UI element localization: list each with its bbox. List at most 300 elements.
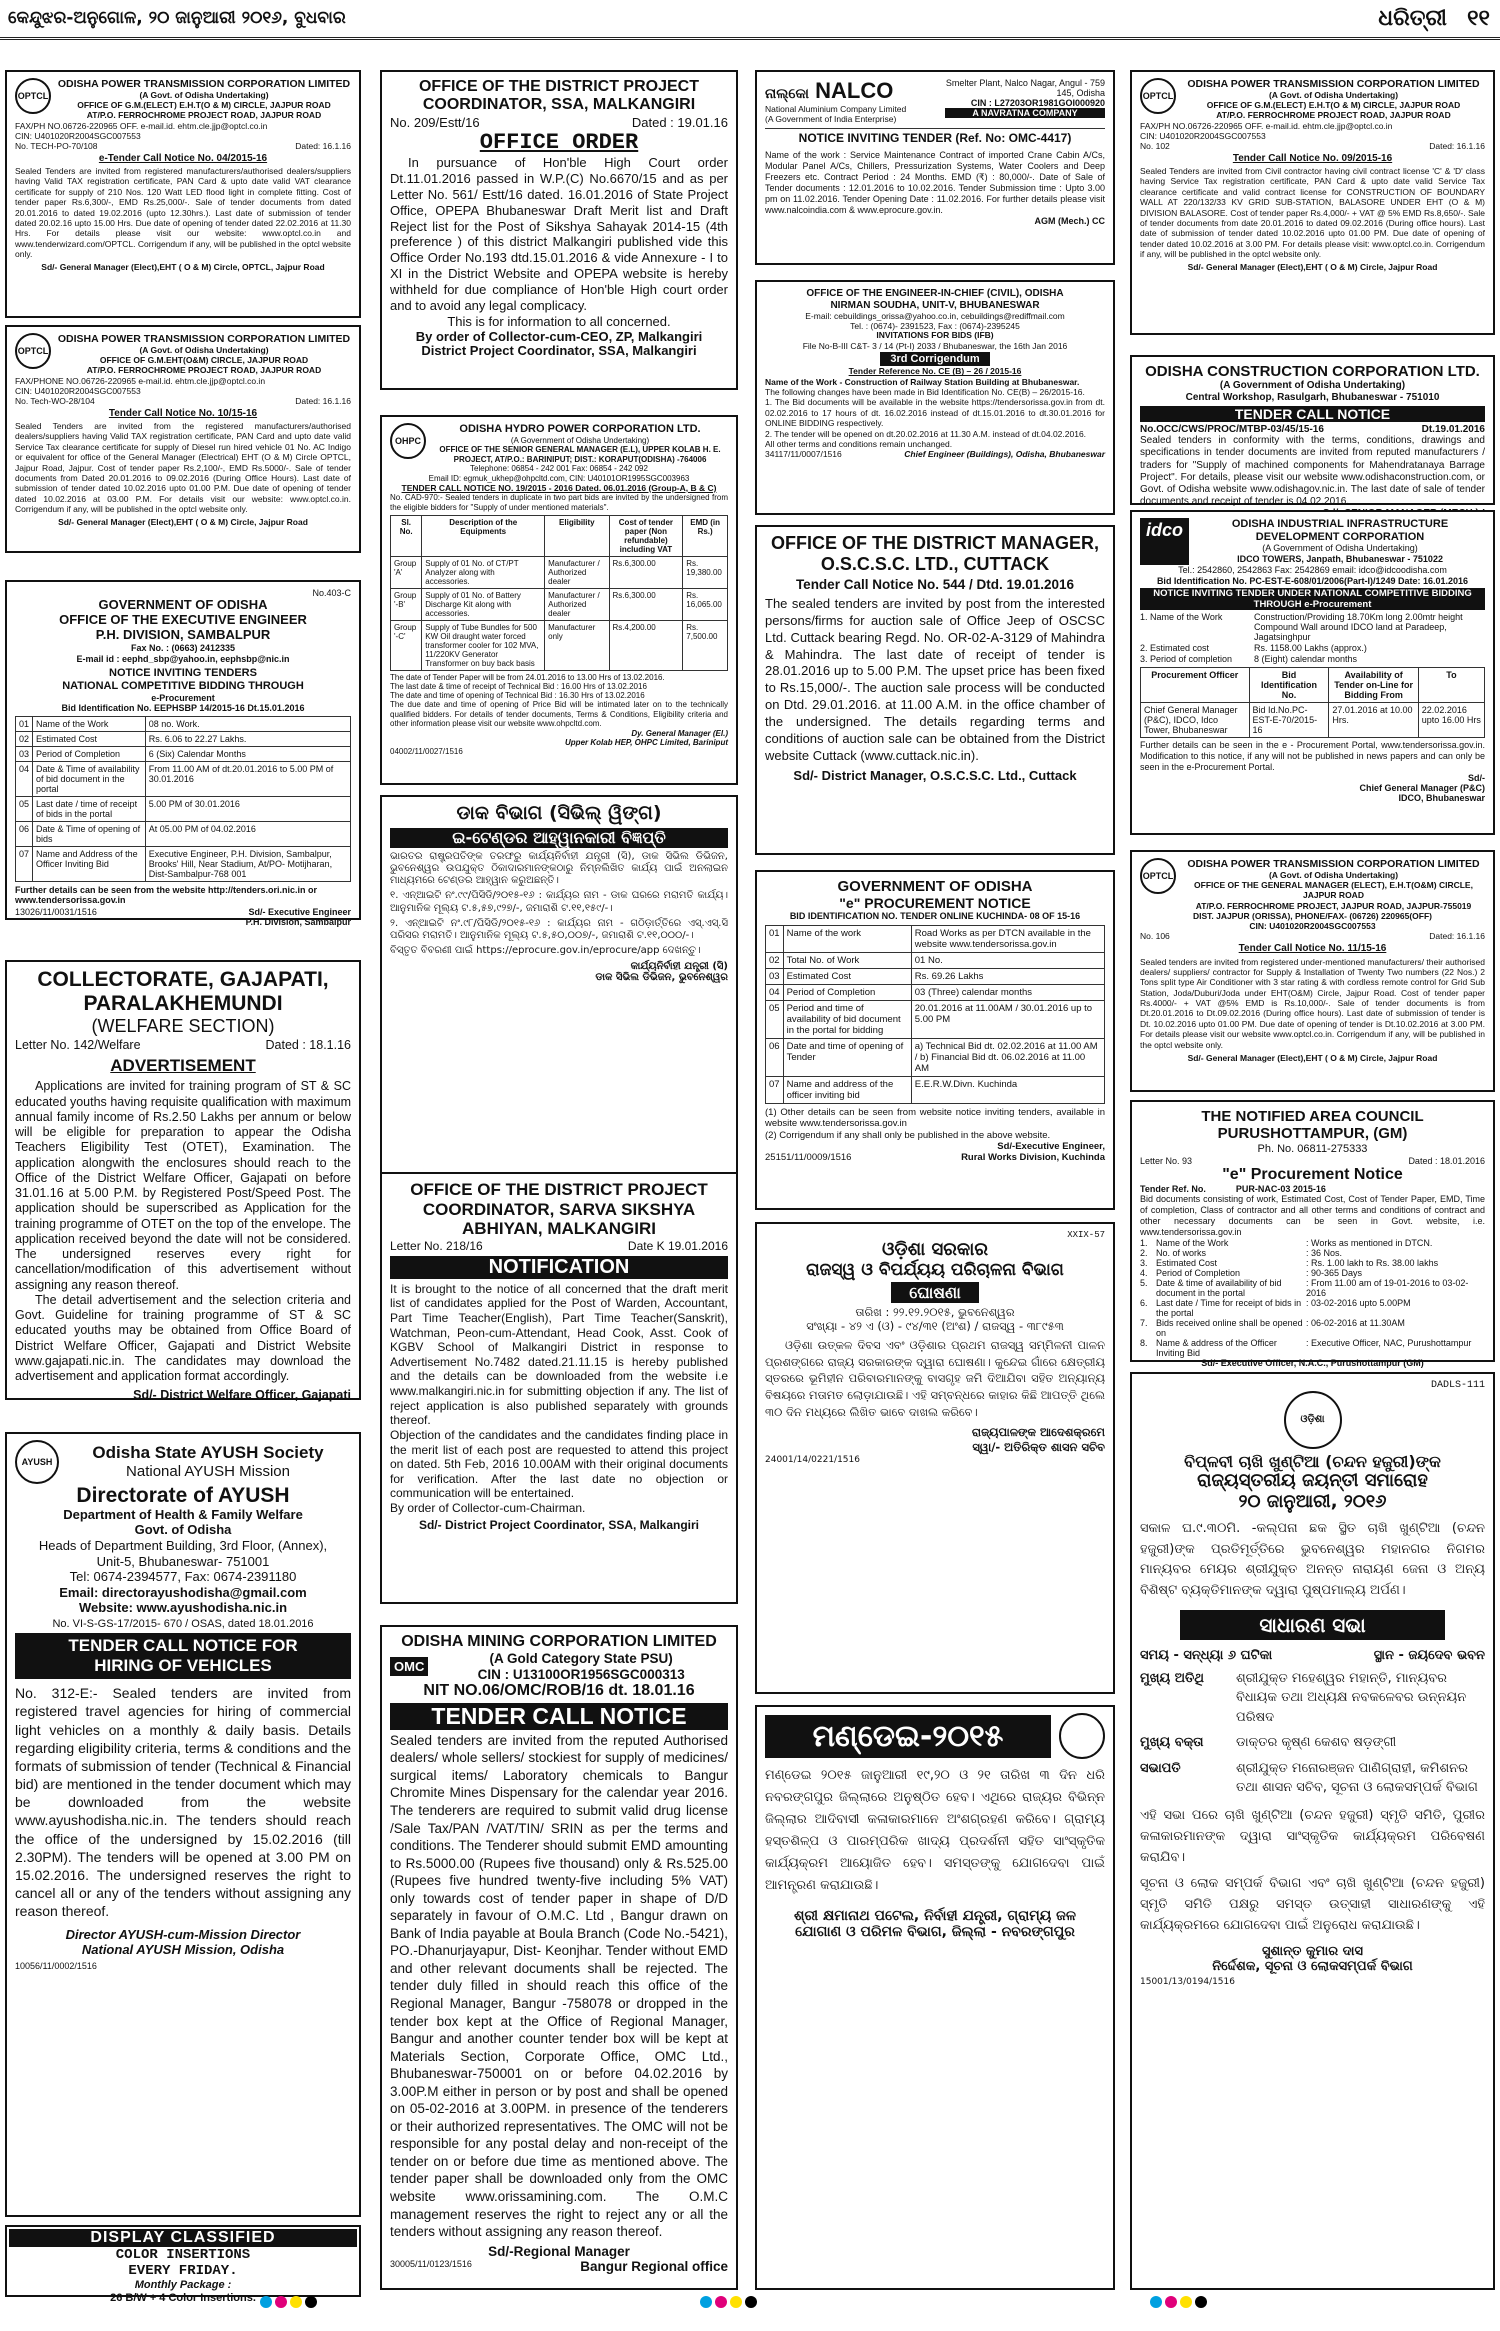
table-cell: 06 (766, 1038, 784, 1076)
list-item (1140, 1268, 1485, 1278)
address-line: AT/P.O. FERROCHROME PROJECT ROAD, JAJPUR ROAD (86, 110, 322, 121)
table-cell: Last date / time of receipt of bids in the portal (33, 797, 146, 822)
optcl-logo-icon: OPTCL (1140, 78, 1176, 114)
table-cell: E.E.R.W.Divn. Kuchinda (911, 1076, 1104, 1103)
cin-line: CIN: U401020R2004SGC007553 (1140, 130, 1266, 141)
masthead-dateline: କେନ୍ଦୁଝର-ଅନୁଗୋଳ, ୨୦ ଜାନୁଆରୀ ୨୦୧୬, ବୁଧବାର (8, 8, 346, 28)
column-header: EMD (in Rs.) (683, 515, 728, 556)
masthead (0, 0, 1500, 40)
govt-line: (A Govt. of Odisha Undertaking) (139, 345, 269, 356)
file-line: File No-B-III C&T- 3 / 14 (Pt-I) 2033 / Bhubaneswar, the 16th Jan 2016 (802, 341, 1068, 352)
list-cell: Period of Completion (1156, 1267, 1241, 1278)
list-item (1140, 1248, 1485, 1258)
signature-mark: Sd/- (1468, 773, 1485, 784)
work-value: Construction/Providing 18.70Km long 2.00mtr height Compound Wall around IDCO land at Paradeep, Jagatsinghpur (1254, 612, 1463, 643)
nit-line: NIT NO.06/OMC/ROB/16 dt. 18.01.16 (423, 1682, 695, 1700)
ad-ayush-tender (5, 1432, 361, 2217)
ad-idco-nit (1130, 510, 1495, 835)
table-cell: 05 (16, 797, 33, 822)
period-value: 8 (Eight) calendar months (1254, 654, 1358, 665)
meeting-place: ସ୍ଥାନ - ଜୟଦେବ ଭବନ (1373, 1647, 1485, 1663)
signature-office: Bangur Regional office (580, 2258, 728, 2274)
address-line: AT/P.O. FERROCHROME PROJECT ROAD, JAJPUR ROAD (86, 365, 322, 376)
table-cell: Group 'A' (391, 556, 422, 588)
notice-title: Tender Call Notice No. 10/15-16 (108, 407, 258, 419)
ad-optcl-tender-09 (1130, 70, 1495, 335)
ad-revenue-declaration (755, 1222, 1115, 1694)
signature-title: Dy. General Manager (El.) (631, 729, 728, 739)
table-row (766, 968, 1105, 984)
table-cell: 6 (Six) Calendar Months (145, 747, 350, 762)
paragraph-2: The detail advertisement and the selection criteria and Govt. Guideline for training programme of ST & SC educated youths may be obtained from Office Board of District Welfare Officer, Gajapati and District Website www.gajapati.nic.in. The candidates may download the advertisement and application format accordingly. (15, 1292, 351, 1384)
paragraph-1: It is brought to the notice of all concerned that the draft merit list of candidates applied for the Post of Warden, Accountant, Part Time Teacher(English), Part Time Teacher(Sanskrit), Watchman, Peon-cum-Attendant, Head Cook, Asst. Cook of KGBV School of Malkangiri District in response to Advertisement No.7482 dated.21.11.15 is hereby published and the details can be downloaded from the website i.e www.malkangiri.nic.in for submitting objection if any. The list of reject application is also published separately with grounds thereof. (390, 1281, 728, 1428)
invitation: ସୂଚନା ଓ ଲୋକ ସମ୍ପର୍କ ବିଭାଗ ଏବଂ ଚାଖି ଖୁଣ୍ଟିଆ (ଚନ୍ଦନ ହଜୁରୀ) ସ୍ମୃତି ସମିତି ପକ୍ଷରୁ ସମସ୍ତ ଉତ୍ସାହୀ ସାଧାରଣଙ୍କୁ ଏହି କାର୍ଯ୍ୟକ୍ରମରେ ଯୋଗଦେବା ପାଇଁ ଅନୁରୋଧ କରାଯାଉଛି। (1140, 1876, 1485, 1933)
ayush-logo-icon: AYUSH (15, 1440, 59, 1484)
table-cell: 02 (766, 952, 784, 968)
signature-name: ସୁଶାନ୍ତ କୁମାର ଦାସ (1262, 1943, 1363, 1959)
optcl-logo-icon: OPTCL (1140, 858, 1176, 894)
govt-line: (A Government of Odisha Undertaking) (1219, 380, 1406, 392)
ad-display-classified (5, 2225, 361, 2304)
odisha-emblem-icon (1284, 1391, 1342, 1449)
signature: Chief Engineer (Buildings), Odisha, Bhubaneswar (904, 449, 1105, 460)
ad-collectorate-gajapati (5, 960, 361, 1403)
cost-value: Rs. 1158.00 Lakhs (approx.) (1254, 643, 1367, 654)
bid-id: Bid Identification No. PC-EST-E-608/01/2006(Part-I)/1249 Date: 16.01.2016 (1156, 575, 1469, 586)
table-cell: Executive Engineer, P.H. Division, Sambalpur, Brooks' Hill, Near Stadium, At/PO- Motijharan, Dist-Sambalpur-768 001 (145, 847, 350, 882)
list-item (1140, 1318, 1485, 1338)
heading-banner: ଇ-ଟେଣ୍ଡର ଆହ୍ୱାନକାରୀ ବିଜ୍ଞପ୍ତି (390, 828, 728, 848)
company-name: National Aluminium Company Limited (765, 104, 907, 114)
declaration-body: ଓଡ଼ିଶା ଉତ୍କଳ ଦିବସ ଏବଂ ଓଡ଼ିଶାର ପ୍ରଥମ ରାଜସ୍ୱ ସମ୍ମିଳନୀ ପାଳନ ପ୍ରଶଙ୍ଗରେ ରାଜ୍ୟ ସରକାରଙ୍କ ଦ୍ୱାରା ଘୋଷଣା। କୁନ୍ଦେଇ ଗାଁରେ କ୍ଷେତ୍ରୀୟ ସ୍ତରରେ ଭୂମିହୀନ ପରିବାରମାନଙ୍କୁ ବାସଗୃହ ଜମି ଦିଆଯିବା ସହିତ ଅନ୍ୟାନ୍ୟ ବିଷୟରେ ମତାମତ ଲୋଡ଼ାଯାଉଛି। ଏହି ସମ୍ବନ୍ଧରେ କାହାର କିଛି ଆପତ୍ତି ଥିଲେ ୩୦ ଦିନ ମଧ୍ୟରେ ଲିଖିତ ଭାବେ ଦାଖଲ କରିବେ। (765, 1337, 1105, 1419)
table-cell: 06 (16, 822, 33, 847)
paragraph-2: Objection of the candidates and the candidates finding place in the merit list of each post are requested to attend this project on dated. 5th Feb, 2016 10.00AM with their original documents for verification. After the last date no objection or communication will be entertained. (390, 1427, 728, 1501)
mission-name: National AYUSH Mission (126, 1462, 290, 1480)
table-cell: 01 (16, 717, 33, 732)
letter-no: Letter No. 142/Welfare (15, 1037, 141, 1052)
notice-body: Name of the work : Service Maintenance Contract of imported Crane Cabin A/Cs, Modular Panel A/Cs, Chillers, Pressurization Systems, Water Coolers and Deep Freezers etc. Contract Period : 24 Months. EMD (₹) : 80,000/-. Date of Sale of Tender documents : 12.01.2016 to 10.02.2016. Tender Submission time : Upto 3.00 pm on 11.02.2016. Tender Opening Date : 11.02.2016. For further details please visit www.nalcoindia.com & www.eprocure.gov.in. (765, 149, 1105, 215)
category-line: (A Gold Category State PSU) (489, 1651, 673, 1667)
list-item: The last date & time of receipt of Technical Bid : 16.00 Hrs of 13.02.2016 (390, 681, 647, 691)
list-cell: No. of works (1156, 1247, 1207, 1258)
intro: Bid documents consisting of work, Estimated Cost, Cost of Tender Paper, EMD, Time of completion, Class of contractor and all other terms and conditions of contract and other necessary documents can be seen in Govt. website, i.e. www.tendersorissa.gov.in (1140, 1194, 1485, 1237)
table-cell: Period of Completion (33, 747, 146, 762)
nit-banner: NOTICE INVITING TENDER UNDER NATIONAL COMPETITIVE BIDDING THROUGH e-Procurement (1140, 588, 1485, 610)
org-name: ODISHA POWER TRANSMISSION CORPORATION LIMITED (1187, 858, 1480, 870)
festival-emblem-icon (1059, 1713, 1105, 1759)
ad-oscsc-auction (755, 525, 1115, 855)
date: Dated : 19.01.16 (631, 114, 728, 130)
notice-title: NOTICE INVITING TENDER (Ref. No: OMC-4417) (765, 128, 1105, 146)
list-cell: 7. (1140, 1317, 1148, 1328)
nit-title: NOTICE INVITING TENDERS (109, 667, 257, 680)
ad-reference: 34117/11/0007/1516 (765, 449, 842, 460)
title-line-2: ରାଜ୍ୟସ୍ତରୀୟ ଜୟନ୍ତୀ ସମାରୋହ (1197, 1470, 1428, 1492)
signature: Sd/- Executive Officer, N.A.C., Purushottampur (GM) (1201, 1357, 1424, 1368)
list-cell: : 36 Nos. (1306, 1247, 1343, 1258)
address-line-2: Unit-5, Bhubaneswar- 751001 (96, 1553, 270, 1569)
govt-line: (A Government of Odisha Undertaking) (1262, 543, 1418, 554)
fax-line: Fax No. : (0663) 2412335 (130, 642, 236, 653)
list-cell: 1. (1140, 1237, 1148, 1248)
list-item (1140, 1278, 1485, 1298)
festival-banner: ମଣ୍ଡେଇ-୨୦୧୫ (765, 1715, 1051, 1758)
contact-line: Tel.: 2542860, 2542863 Fax: 2542869 email: idco@idcoodisha.com (1178, 564, 1447, 575)
date: Date K 19.01.2016 (627, 1238, 728, 1253)
table-cell: From 11.00 AM of dt.20.01.2016 to 5.00 PM of 30.01.2016 (145, 762, 350, 797)
optcl-logo-icon: OPTCL (15, 78, 51, 114)
table-row (16, 822, 351, 847)
classified-line-4: Monthly Package : (134, 2279, 232, 2292)
ad-chakhi-khuntia-jayanti (1130, 1372, 1495, 2290)
ad-number: No.403-C (312, 588, 351, 598)
table-cell: Rs. 7,500.00 (683, 620, 728, 670)
cin-line: CIN : L27203OR1981GOI000920 (970, 98, 1105, 108)
signature: Sd/- General Manager (Elect),EHT ( O & M) Circle, Jajpur Road (1187, 1052, 1438, 1063)
optcl-logo-icon: OPTCL (15, 333, 51, 369)
title-line-1: COLLECTORATE, GAJAPATI, (37, 968, 329, 991)
table-row (766, 925, 1105, 952)
column-header: Procurement Officer (1141, 668, 1250, 703)
signature-office: Upper Kolab HEP, OHPC Limited, Bariniput (565, 738, 728, 748)
list-cell: Estimated Cost (1156, 1257, 1218, 1268)
org-name: ODISHA POWER TRANSMISSION CORPORATION LIMITED (57, 78, 351, 90)
further-details: Further details can be seen from the website http://tenders.ori.nic.in or www.tendersorissa.gov.in (15, 885, 318, 906)
masthead-brand (1378, 5, 1490, 31)
note-1: (1) Other details can be seen from website notice inviting tenders, available in website www.tendersorissa.gov.in (765, 1106, 1105, 1130)
table-cell: 07 (766, 1076, 784, 1103)
signature: Sd/- District Manager, O.S.C.S.C. Ltd., Cuttack (793, 767, 1077, 783)
table-row (766, 1000, 1105, 1038)
table-row (16, 717, 351, 732)
classified-line-5: 26 B/W + 4 Color Insertions. (110, 2291, 256, 2304)
table-cell: Name and Address of the Officer Inviting Bid (33, 847, 146, 882)
ad-omc-tender (380, 1625, 738, 2290)
date: Dated: 16.1.16 (295, 395, 351, 406)
signature-title: ନିର୍ଦ୍ଦେଶକ, ସୂଚନା ଓ ଲୋକସମ୍ପର୍କ ବିଭାଗ (1212, 1958, 1413, 1974)
list-cell: : From 11.00 am of 19-01-2016 to 03-02-2016 (1306, 1277, 1469, 1298)
ohpc-logo-icon: OHPC (390, 423, 426, 459)
bid-id: BID IDENTIFICATION NO. TENDER ONLINE KUCHINDA- 08 OF 15-16 (789, 911, 1081, 922)
main-speaker-label: ମୁଖ୍ୟ ବକ୍ତା (1140, 1735, 1204, 1751)
table-cell: Rs. 16,065.00 (683, 588, 728, 620)
terms-note: All other terms and conditions remain unchanged. (765, 438, 953, 449)
work-name: Name of the Work - Construction of Railway Station Building at Bhubaneswar. (765, 377, 1080, 388)
table-row (766, 1038, 1105, 1076)
bid-availability-table (1140, 667, 1485, 738)
table-cell: Rs. 69.26 Lakhs (911, 968, 1104, 984)
list-cell: 6. (1140, 1297, 1148, 1308)
note-2: (2) Corrigendum if any shall only be published in the above website. (765, 1129, 1051, 1141)
title-line-1: OFFICE OF THE DISTRICT PROJECT (418, 78, 699, 95)
table-row (16, 747, 351, 762)
ad-nalco-nit (755, 70, 1115, 265)
table-cell: Period of Completion (783, 984, 911, 1000)
phone-line: Ph. No. 06811-275333 (1257, 1142, 1368, 1155)
address-line: IDCO TOWERS, Janpath, Bhubaneswar - 751022 (1237, 554, 1443, 565)
table-cell: At 05.00 PM of 04.02.2016 (145, 822, 350, 847)
classified-line-1: DISPLAY CLASSIFIED (9, 2229, 357, 2247)
ad-reference: 25151/11/0009/1516 (765, 1152, 852, 1164)
council-name: THE NOTIFIED AREA COUNCIL (1201, 1108, 1424, 1125)
order-info: This is for information to all concerned. (447, 313, 671, 329)
chief-guest: ଶ୍ରୀଯୁକ୍ତ ମହେଶ୍ୱର ମହାନ୍ତି, ମାନ୍ୟବର ବିଧାୟକ ତଥା ଅଧ୍ୟକ୍ଷ ନବକଳେବର ଉନ୍ନୟନ ପରିଷଦ (1236, 1670, 1467, 1725)
ad-eic-corrigendum (755, 280, 1115, 515)
event-date: ୨୦ ଜାନୁଆରୀ, ୨୦୧୬ (1238, 1491, 1387, 1513)
table-cell: 03 (Three) calendar months (911, 984, 1104, 1000)
ad-rwd-kuchinda (755, 870, 1115, 1210)
table-cell: Date and time of opening of Tender (783, 1038, 911, 1076)
paragraph-3: By order of Collector-cum-Chairman. (390, 1501, 586, 1516)
signature-office: Rural Works Division, Kuchinda (961, 1152, 1105, 1164)
tender-banner: TENDER CALL NOTICE (1140, 406, 1485, 422)
table-row (16, 847, 351, 882)
signature-order: ରାଜ୍ୟପାଳଙ୍କ ଆଦେଶକ୍ରମେ (971, 1425, 1105, 1440)
bid-id: Bid Identification No. EEPHSBP 14/2015-16 Dt.15.01.2016 (61, 703, 305, 714)
details-list (1140, 1238, 1485, 1358)
ad-ohpc-tender (380, 415, 738, 785)
ad-occ-tender (1130, 355, 1495, 508)
table-cell: Supply of Tube Bundles for 500 KW Oil draught water forced transformer cooler for 102 MVA, 11/220KV Generator Transformer on buy back basis (422, 620, 545, 670)
reference-no: No. TECH-PO-70/108 (15, 140, 98, 151)
fax-line: DIST. JAJPUR (ORISSA), PHONE/FAX- (06726) 220965(OFF) (1192, 910, 1432, 921)
table-row (16, 732, 351, 747)
list-cell: 4. (1140, 1267, 1148, 1278)
notice-body: Sealed tenders are invited from the reputed Authorised dealers/ whole sellers/ stockiest for supply of medicines/ surgical items/ Laboratory chemicals to Bangur Chromite Mines Dispensary for the calendar year 2016. The tenderers are required to submit valid drug license /Sale Tax/PAN /VAT/TIN/ SRIN as per the terms and conditions. The Tenderer should submit EMD amounting to Rs.5000.00 (Rupees five thousand) only & Rs.525.00 (Rupees five hundred twenty-five including 5% VAT) only towards cost of tender paper in shape of D/D separately in favour of O.M.C. Ltd , Bangur drawn on Bank of India payable at Boula Branch (Code No.-5421), PO.-Dhanurjayapur, Dist- Keonjhar. Tender without EMD and other relevant documents shall be rejected. The tender duly filled in should reach this office of the Regional Manager, Bangur -758078 or dropped in the tender box kept at the Office of Regional Manager, Bangur and another counter tender box will be kept at Materials Section, Corporate Office, OMC Ltd., Bhubaneswar-750001 on or before 04.02.2016 by 3.00P.M either in person or by post and shall be opened on 05-02-2016 at 3.00PM. in presence of the tenderers or their authorized representatives. The OMC will not be responsible for any postal delay and non-receipt of the tender on or before due time as mentioned above. The tender paper shall be downloaded only from the OMC website www.orissamining.com. The O.M.C management reserves the right to reject any or all the tenders without assigning any reason thereof. (390, 1732, 728, 2240)
table-cell: 02 (16, 732, 33, 747)
signature-title: Chief General Manager (P&C) (1359, 783, 1485, 794)
reference-line: No. VI-S-GS-17/2015- 670 / OSAS, dated 18.01.2016 (52, 1617, 314, 1630)
cultural-program: ଏହି ସଭା ପରେ ଚାଖି ଖୁଣ୍ଟିଆ (ଚନ୍ଦନ ହଜୁରୀ) ସ୍ମୃତି ସମିତି, ପୁରୀର କଳାକାରମାନଙ୍କ ଦ୍ୱାରା ସାଂସ୍କୃତିକ କାର୍ଯ୍ୟକ୍ରମ ପରିବେଷଣ କରାଯିବ। (1140, 1807, 1485, 1865)
table-cell: Name of the work (783, 925, 911, 952)
signature-line-2: ଯୋଗାଣ ଓ ପରିମଳ ବିଭାଗ, ଜିଲ୍ଲା - ନବରଙ୍ଗପୁର (795, 1923, 1075, 1940)
fax-line: FAX/PH NO.06726-220965 OFF. e-mail.id. ehtm.cle.jjp@optcl.co.in (15, 120, 268, 131)
title-line-1: OFFICE OF THE DISTRICT PROJECT (410, 1180, 708, 1199)
paragraph-1: Applications are invited for training program of ST & SC educated youths having requisite qualification with maximum annual family income of Rs.2.50 Lakhs per annum or below will be eligible for preparation to appear the Odisha Teachers Eligibility Test (OTET), Examination. The application alongwith the enclosures should reach to the Office of the District Welfare Officer, Gajapati on before 31.01.16 at 5.00 P.M. by Registered Post/Speed Post. The application should be superscribed as Application for the training programme of OTET on the top of the envelope. The application received beyond the date will not be considered. The undersigned reserves every right for cancellation/modification of this advertisement without assigning any reason thereof. (15, 1079, 351, 1292)
table-cell: Road Works as per DTCN available in the website www.tendersorissa.gov.in (911, 925, 1104, 952)
idco-logo: idco (1140, 518, 1189, 565)
list-cell: 2. (1140, 1247, 1148, 1258)
eproc-heading: "e" Procurement Notice (1222, 1165, 1403, 1183)
list-cell: : 90-365 Days (1306, 1267, 1363, 1278)
office-line: OFFICE OF G.M.(ELECT) E.H.T(O & M) CIRCLE, JAJPUR ROAD (1206, 100, 1461, 111)
emblem-text: ଓଡ଼ିଶା (1300, 1414, 1325, 1425)
president: ଶ୍ରୀଯୁକ୍ତ ମନୋରଞ୍ଜନ ପାଣିଗ୍ରାହୀ, କମିଶନର ତଥା ଶାସନ ସଚିବ, ସୂଚନା ଓ ଲୋକସମ୍ପର୍କ ବିଭାଗ (1236, 1760, 1478, 1796)
changes-intro: The following changes have been made in Bid Identification No. CE(B) – 26/2015-16. (765, 387, 1085, 398)
banner-line-1: TENDER CALL NOTICE FOR (68, 1636, 298, 1656)
ad-optcl-tender-10 (5, 325, 361, 553)
table-row (1141, 703, 1485, 738)
corrigendum-badge: 3rd Corrigendum (880, 352, 989, 366)
president-label: ସଭାପତି (1140, 1760, 1181, 1776)
ad-optcl-tender-11 (1130, 850, 1495, 1092)
notice-body: Sealed Tenders are invited from registered manufacturers/authorised dealers/suppliers having Valid TAX registration certificate, PAN Card & upto date valid VAT clearance certificate for supply of 210 Nos. 120 Watt LED flood light in complete fitting. Cost of tender paper Rs.6,300/-, EMD Rs.25,000/-. Sale of tender documents from dated 20.01.2016 to dated 19.02.2016 (upto 12.30hrs.). Last date of submission of tender dated 20.02.16 upto 15.00 Hrs. Due date of opening of tender dated 22.02.2016 at 11.30 Hrs. For details please visit our website: www.optcl.co.in and www.tenderwizard.com/OPTCL. Corrigendum if any, will be published in the optcl website only. (15, 166, 351, 259)
advertisement-heading: ADVERTISEMENT (110, 1055, 256, 1075)
table-cell: Estimated Cost (33, 732, 146, 747)
meeting-time: ସମୟ - ସନ୍ଧ୍ୟା ୬ ଘଟିକା (1140, 1647, 1273, 1663)
ad-reference: 04002/11/0027/1516 (390, 747, 463, 757)
notification-banner: NOTIFICATION (390, 1256, 728, 1279)
notice-title: e-Tender Call Notice No. 04/2015-16 (98, 152, 268, 164)
table-row (391, 588, 728, 620)
office-title: OFFICE OF THE EXECUTIVE ENGINEER (59, 611, 307, 627)
ad-tag: XXIX-57 (1067, 1230, 1105, 1240)
table-cell: Rs. 19,380.00 (683, 556, 728, 588)
table-cell: 03 (766, 968, 784, 984)
office-line: OFFICE OF THE SENIOR GENERAL MANAGER (E.L), UPPER KOLAB H. E. PROJECT, AT/P.O.: BARINIPUT; DIST.: KORAPUT(ODISHA) -764006 (439, 445, 721, 464)
number-line: ସଂଖ୍ୟା - ୪୨ ଏ (ଓ) - ୯୪/୩୧ (ଅଂଶ) / ରାଜସ୍ୱ - ୩୮୯୫୩ (806, 1319, 1064, 1334)
main-speaker: ଡାକ୍ତର କୃଷ୍ଣ କେଶବ ଷଡ଼ଙ୍ଗୀ (1236, 1735, 1397, 1751)
telephone-line: Tel. : (0674)- 2391523, Fax : (0674)-2395245 (850, 321, 1020, 332)
ad-reference: 24001/14/0221/1516 (765, 1455, 860, 1466)
equipment-table (390, 515, 728, 671)
title-line-1: OFFICE OF THE DISTRICT MANAGER, (771, 533, 1099, 553)
list-cell: : Rs. 1.00 lakh to Rs. 38.00 lakhs (1306, 1257, 1439, 1268)
notice-title: Tender Call Notice No. 09/2015-16 (1232, 152, 1393, 164)
org-name: ODISHA POWER TRANSMISSION CORPORATION LIMITED (1187, 78, 1480, 90)
item-1: ୧. ଏନ୍ଆଇଟି ନଂ.୯୯/ପିସିଡି/୨୦୧୫-୧୬ : କାର୍ଯ୍ୟର ନାମ - ଡାକ ଘରରେ ମରାମତି କାର୍ଯ୍ୟ। ଆନୁମାନିକ ମୂଲ୍ୟ ଟ.୫,୫୭,୯୨୭/-, ଜମାରାଶି ଟ.୧୧,୧୫୯/-। (390, 890, 728, 914)
column-header: Description of the Equipments (422, 515, 545, 556)
classified-line-3: EVERY FRIDAY. (128, 2263, 238, 2280)
order-heading: OFFICE ORDER (479, 129, 639, 155)
title-line-2: COORDINATOR, SSA, MALKANGIRI (422, 96, 696, 114)
list-cell: Last date / Time for receipt of bids in the portal (1156, 1297, 1302, 1318)
ad-dpc-ssa-notification (380, 1172, 738, 1604)
signature-title: Sd/-Regional Manager (488, 2243, 630, 2259)
org-name: ODISHA MINING CORPORATION LIMITED (401, 1633, 717, 1650)
tender-details-table (765, 925, 1105, 1104)
department-title: ରାଜସ୍ୱ ଓ ବିପର୍ଯ୍ୟୟ ପରିଚାଳନା ବିଭାଗ (806, 1259, 1064, 1280)
table-cell: Group '-C' (391, 620, 422, 670)
list-cell: Bids received online shall be opened on (1156, 1317, 1303, 1338)
title-line-2: O.S.C.S.C. LTD., CUTTACK (820, 553, 1050, 574)
notice-body: The due date and time of opening of Price Bid will be intimated later on to the technically qualified bidders. For details of tender documents, Terms & Conditions, Eligibility criteria and other information please visit our website www.ohpcltd.com. (390, 699, 728, 729)
telephone-line: Tel: 0674-2394577, Fax: 0674-2391180 (69, 1569, 297, 1585)
table-cell: 20.01.2016 at 11.00AM / 30.01.2016 up to 5.00 PM (911, 1000, 1104, 1038)
color-registration-marks (1150, 2296, 1230, 2318)
omc-logo-icon: OMC (390, 1657, 428, 1676)
details-line: ବିସ୍ତୃତ ବିବରଣୀ ପାଇଁ https://eprocure.gov.in/eprocure/app ଦେଖନ୍ତୁ। (390, 945, 701, 957)
title-line-2: PARALAKHEMUNDI (83, 992, 283, 1016)
signature-authority: By order of Collector-cum-CEO, ZP, Malkangiri (415, 328, 703, 344)
morning-program: ସକାଳ ଘ.୯.୩୦ମି. -କଲ୍ପନା ଛକ ସ୍ଥିତ ଚାଖି ଖୁଣ୍ଟିଆ (ଚନ୍ଦନ ହଜୁରୀ)ଙ୍କ ପ୍ରତିମୂର୍ତ୍ତିରେ ଭୁବନେଶ୍ୱର ମହାନଗର ନିଗମର ମାନ୍ୟବର ମେୟର ଶ୍ରୀଯୁକ୍ତ ଅନନ୍ତ ନାରାୟଣ ଜେନା ଓ ଅନ୍ୟ ବିଶିଷ୍ଟ ବ୍ୟକ୍ତିମାନଙ୍କ ଦ୍ୱାରା ପୁଷ୍ପମାଲ୍ୟ ଅର୍ପଣ। (1140, 1520, 1485, 1599)
fax-line: FAX/PH NO.06726-220965 OFF. e-mail.id. ehtm.cle.jjp@optcl.co.in (1140, 120, 1393, 131)
table-cell: 22.02.2016 upto 16.00 Hrs (1418, 703, 1484, 738)
notice-body: Sealed Tenders are invited from Civil contractor having civil contract license 'C' & 'D' class having Service Tax registration certificate, PAN Card & upto date valid Service Tax clearance certificate and valid contract license for CONSTRUCTION OF BOUNDARY WALL AT 220/132/33 KV GRID SUB-STATION, BALASORE UNDER EHT (O & M) DIVISION BALASORE. Cost of tender paper Rs.4,000/- + VAT @ 5% EMD Rs.8,650/-. Sale of tender documents from date 20.01.2016 to dated 09.02.2016 (During office hours). Last date of submission of tender dated 10.02.2016 upto 01.00 PM. Due date of opening of tender dated 10.02.2016 at 3.00 PM. For details please visit: www.optcl.co.in. Corrigendum if any, will be published in the optcl website only. (1140, 166, 1485, 259)
council-place: PURUSHOTTAMPUR, (GM) (1217, 1125, 1408, 1143)
list-cell: : Executive Officer, NAC, Purushottampur (1306, 1337, 1472, 1348)
list-cell: : 03-02-2016 upto 5.00PM (1306, 1297, 1411, 1308)
signature-title: Director AYUSH-cum-Mission Director (65, 1926, 301, 1942)
telephone-line: Telephone: 06854 - 242 001 Fax: 06854 - 242 092 (470, 464, 648, 474)
govt-line: (A Govt. of Odisha Undertaking) (1268, 870, 1399, 881)
column-header: Sl. No. (391, 515, 422, 556)
address-line: Central Workshop, Rasulgarh, Bhubaneswar - 751010 (1185, 392, 1440, 404)
email-line: E-mail id : eephd_sbp@yahoo.in, eephsbp@nic.in (76, 653, 290, 664)
ad-reference: 30005/11/0123/1516 (390, 2258, 472, 2269)
title-line-1: ବିପ୍ଳବୀ ଚାଖି ଖୁଣ୍ଟିଆ (ଚନ୍ଦନ ହଜୁରୀ)ଙ୍କ (1184, 1452, 1441, 1471)
govt-line: (A Govt. of Odisha Undertaking) (139, 90, 269, 101)
signature-office: IDCO, Bhubaneswar (1398, 793, 1485, 804)
ad-dpc-ssa-office-order (380, 70, 738, 390)
list-item: The date and time of opening of Technical Bid : 16.30 Hrs of 13.02.2016 (390, 690, 645, 700)
govt-line: Govt. of Odisha (134, 1522, 232, 1538)
nalco-logo: ନାଲ୍କୋ NALCO (765, 78, 894, 103)
notice-body: Sealed tenders are invited from registered under-mentioned manufacturers/ their authorised dealers/ suppliers/ contractor for Supply & Installation of Twenty Two numbers (22 Nos.) 2 Tons split type Air Conditioner with 3 star rating & with cordless remote control for Grid Sub Station, Joda/Duburi/Joda under EHT(O&M) Circle, Jajpur Road. Cost of tender paper Rs.4000/- + VAT @5% EMD is Rs.10,000/-. Sale of tender documents is from Dt.20.01.2016 to Dt.09.02.2016 (During office hours). Last date of submission of tender is Dt. 10.02.2016 upto 01.00 PM. Due date of opening of tender is Dt.10.02.2016 at 3.00 PM. For details please visit our website www.optcl.co.in. Corrigendum if any, will be published in the optcl website only. (1140, 956, 1485, 1050)
signature: AGM (Mech.) CC (1034, 215, 1105, 226)
notice-body: The sealed tenders are invited by post from the interested persons/firms for auction sale of Office Jeep of OSCSC Ltd. Cuttack bearing Regd. No. OR-02-A-3129 of Mahindra & Mahindra. The last date of receipt of tender is 28.01.2016 up to 5.00 P.M. The upset price has been fixed to Rs.15,000/-. The auction sale process will be conducted on Dtd. 29.01.2016. at 11.00 A.M. in the office chamber of the undersigned. The details regarding terms and conditions of auction sale can be obtained from the District website Cuttack (www.cuttack.nic.in). (765, 595, 1105, 763)
title-line-2: COORDINATOR, SARVA SIKSHYA (422, 1199, 696, 1219)
table-row (391, 620, 728, 670)
table-cell: 04 (16, 762, 33, 797)
title-line-3: ABHIYAN, MALKANGIRI (462, 1219, 656, 1239)
directorate-name: Directorate of AYUSH (76, 1484, 290, 1507)
email-line: Email: directorayushodisha@gmail.com (59, 1584, 307, 1600)
notice-body: Sealed Tenders are invited from the registered manufacturers/authorised dealers/suppliers having Valid TAX registration certificate, PAN Card and upto date valid Service Tax clearance certificate for supply of Diesel run hired vehicle 01 No. AC Indigo or equivalent for office of the General Manager (Electrical) EHT (O & M) Circle OPTCL, Jajpur Road, Jajpur. Cost of tender paper Rs.2,100/-, EMD Rs.5000/-. Sale of tender documents from Dated 20.01.2016 to 09.02.2016 (During Office Hours). Last date of submission of tender dated 10.02.2016 upto 01.00 P.M. Due date of opening of tender dated 10.02.2016 at 03.00 P.M. For details visit our website: www.optcl.co.in. Corrigendum if any, will be published in the optcl website only. (15, 421, 351, 514)
tender-banner (15, 1633, 351, 1679)
office-line: OFFICE OF G.M.EHT(O&M) CIRCLE, JAJPUR ROAD (99, 355, 309, 366)
notice-body: No. 312-E:- Sealed tenders are invited from registered travel agencies for hiring of commercial light vehicles on a monthly & daily basis. Details regarding eligibility criteria, terms & conditions and the formats of submission of tender (Technical & Financial bid) are mentioned in the tender document which may be downloaded from the website www.ayushodisha.nic.in. The tenders should reach the office of the undersigned by 15.02.2016 (till 2.30PM). The tenders will be opened at 3.00 PM on 15.02.2016. The undersigned reserves the right to cancel all or any of the tenders without assigning any reason thereof. (15, 1685, 351, 1920)
tender-no: No.OCC/CWS/PROC/MTBP-03/45/15-16 (1140, 424, 1324, 436)
table-cell: 27.01.2016 at 10.00 Hrs. (1329, 703, 1418, 738)
color-registration-marks (700, 2296, 780, 2318)
ad-optcl-etender-04 (5, 70, 361, 318)
govt-line: (A Government of Odisha Undertaking) (510, 435, 650, 445)
date: Dated: 16.1.16 (1429, 140, 1485, 151)
office-line: OFFICE OF THE GENERAL MANAGER (ELECT), E.H.T(O&M) CIRCLE, JAJPUR ROAD (1194, 880, 1473, 901)
title: ଡାକ ବିଭାଗ (ସିଭିଲ୍ ୱିଙ୍ଗ) (456, 802, 662, 824)
signature-office: District Project Coordinator, SSA, Malkangiri (421, 343, 697, 359)
ifb-title: INVITATIONS FOR BIDS (IFB) (876, 330, 994, 341)
column-header: Bid Identification No. (1249, 668, 1329, 703)
tender-ref-value: PUR-NAC-03 2015-16 (1235, 1184, 1326, 1195)
ad-reference: 13026/11/0031/1516 (15, 907, 97, 918)
further-details: Further details can be seen in the e - Procurement Portal, www.tendersorissa.gov.in. Modification to this notice, if any will not be published in news papers and can only be seen in the e-Procurement Portal. (1140, 740, 1485, 773)
office-line: OFFICE OF G.M.(ELECT) E.H.T(O & M) CIRCLE, JAJPUR ROAD (77, 100, 331, 111)
website-line: Website: www.ayushodisha.nic.in (78, 1600, 288, 1616)
ad-nac-purushottampur (1130, 1100, 1495, 1368)
fax-line: FAX/PHONE NO.06726-220965 e-mail.id. ehtm.cle.jjp@optcl.co.in (15, 375, 266, 386)
list-item (1140, 1258, 1485, 1268)
signature-office: P.H. Division, Sambalpur (245, 917, 351, 928)
list-cell: : Works as mentioned in DTCN. (1306, 1237, 1433, 1248)
page-number: ୧୧ (1467, 6, 1490, 31)
table-header-row (1141, 668, 1485, 703)
table-cell: Manufacturer only (545, 620, 609, 670)
table-header-row (391, 515, 728, 556)
table-cell: Total No. of Work (783, 952, 911, 968)
dates-list (390, 673, 728, 700)
table-row (16, 762, 351, 797)
table-cell: Chief General Manager (P&C), IDCO, Idco Tower, Bhubaneswar (1141, 703, 1250, 738)
govt-title: GOVERNMENT OF ODISHA (98, 597, 268, 612)
table-cell: Manufacturer / Authorized dealer (545, 588, 609, 620)
section-name: (WELFARE SECTION) (91, 1016, 275, 1037)
reference-no: No. Tech-WO-28/104 (15, 395, 95, 406)
table-cell: 08 no. Work. (145, 717, 350, 732)
table-cell: Group '-B' (391, 588, 422, 620)
govt-line: (A Govt. of Odisha Undertaking) (1268, 90, 1399, 101)
signature: Sd/- District Welfare Officer, Gajapati (133, 1388, 351, 1403)
table-cell: 01 (766, 925, 784, 952)
column-header: To (1418, 668, 1484, 703)
notice-body: Sealed tenders in conformity with the terms, conditions, drawings and specifications in tender documents are invited from reputed manufacturers / traders for "Supply of machined components for Mahendratanaya Barrage Project". For details, please visit our website www.odishaconstruction.com, or Govt. of Odisha website www.odishagov.nic.in. The last date of sale of tender documents and receipt of tender is 04.02.2016. (1140, 435, 1485, 508)
column-header: Availability of Tender on-Line for Bidding From (1329, 668, 1418, 703)
list-item (1140, 1298, 1485, 1318)
table-cell: Bid Id.No.PC-EST-E-70/2015-16 (1249, 703, 1329, 738)
department-name: Department of Health & Family Welfare (63, 1507, 303, 1523)
email-line: Email ID: egmuk_ukhep@ohpcltd.com, CIN: U40101OR1995SGC003963 (428, 474, 690, 484)
